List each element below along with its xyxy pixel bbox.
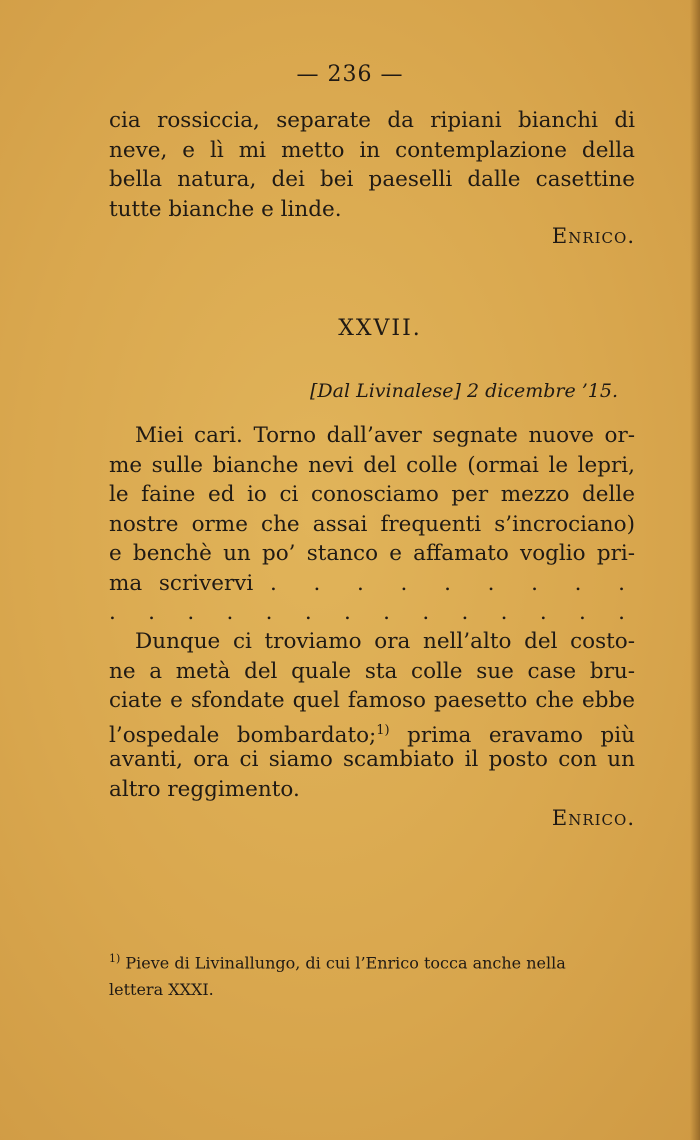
footnote-reference: 1) xyxy=(376,722,390,738)
text-line: cia rossiccia, separate da ripiani bianchi di xyxy=(109,108,635,133)
footnote-line: lettera XXXI. xyxy=(109,980,214,1000)
text-line: tutte bianche e linde. xyxy=(109,196,342,222)
dateline: [Dal Livinalese] 2 dicembre ’15. xyxy=(310,380,618,402)
footnote-text: Pieve di Livinallungo, di cui l’Enrico tocca anche nella xyxy=(125,953,566,973)
footnote xyxy=(109,945,639,1003)
footnote-line xyxy=(109,945,639,976)
text-line: avanti, ora ci siamo scambiato il posto con un xyxy=(109,747,635,772)
text-line: altro reggimento. xyxy=(109,776,300,802)
text-line xyxy=(109,569,635,599)
text-fragment: ma scrivervi xyxy=(109,570,254,596)
footnote-marker: 1) xyxy=(109,952,121,965)
paragraph-1 xyxy=(109,106,635,252)
text-line: nostre orme che assai frequenti s’incrociano) xyxy=(109,511,635,537)
dots-line: . . . . . . . . . . . . . . xyxy=(109,600,635,625)
text-fragment: prima eravamo più xyxy=(389,722,635,748)
paragraph-3 xyxy=(109,627,635,834)
paragraph-2 xyxy=(109,421,635,628)
section-heading: XXVII. xyxy=(338,316,422,341)
text-line: me sulle bianche nevi del colle (ormai le lepri, xyxy=(109,452,635,478)
text-line: le faine ed io ci conosciamo per mezzo delle xyxy=(109,482,635,507)
ellipsis-dots: . . . . . . . . . xyxy=(269,570,635,596)
signature: Enrico. xyxy=(551,806,635,830)
text-line: bella natura, dei bei paeselli dalle casettine xyxy=(109,167,635,192)
text-line: Miei cari. Torno dall’aver segnate nuove or- xyxy=(135,423,635,448)
page-edge-shadow xyxy=(690,0,700,1140)
text-line: ciate e sfondate quel famoso paesetto che ebbe xyxy=(109,688,635,713)
text-line: Dunque ci troviamo ora nell’alto del costo- xyxy=(135,629,635,654)
page-number: — 236 — xyxy=(296,62,404,87)
text-line: e benchè un po’ stanco e affamato voglio pri- xyxy=(109,541,635,566)
text-line: neve, e lì mi metto in contemplazione della xyxy=(109,137,635,163)
text-line: ne a metà del quale sta colle sue case bru- xyxy=(109,658,635,684)
signature: Enrico. xyxy=(551,224,635,248)
text-fragment: l’ospedale bombardato; xyxy=(109,722,377,748)
text-line xyxy=(109,716,635,746)
